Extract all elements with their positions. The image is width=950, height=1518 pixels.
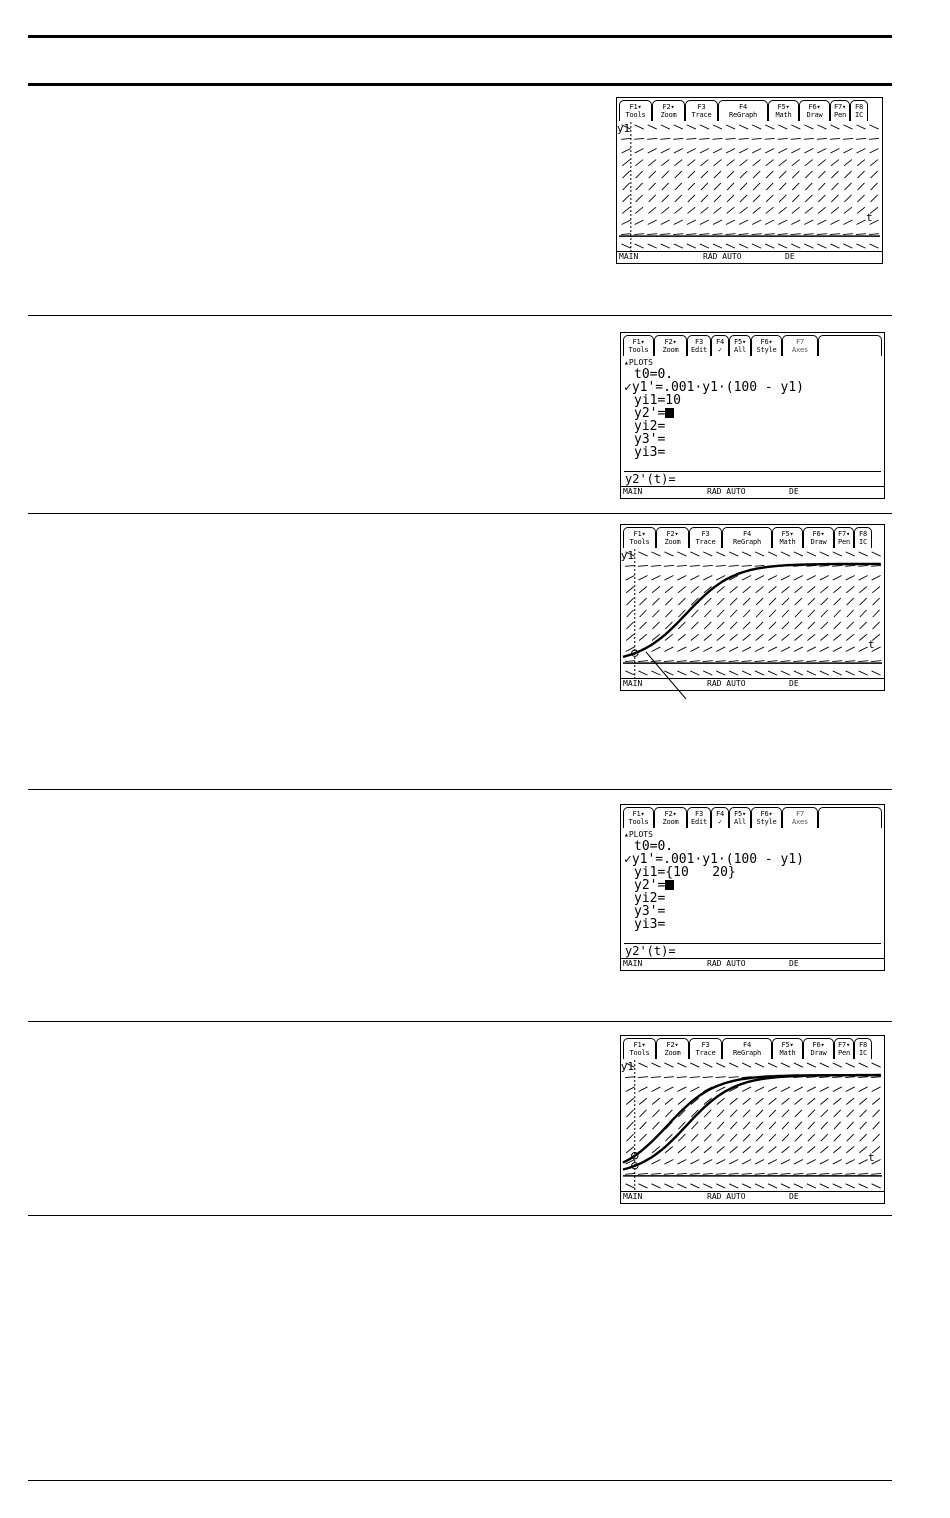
toolbar (623, 527, 882, 548)
toolbar-tab-zoom[interactable] (654, 335, 687, 356)
status-bar (621, 1191, 884, 1203)
status-graph: DE (789, 679, 799, 688)
tab-key: F4 (742, 1041, 752, 1049)
editor-content (624, 830, 881, 958)
toolbar (623, 335, 882, 356)
status-angle: RAD AUTO (707, 1192, 746, 1201)
toolbar-tab-empty (818, 335, 882, 356)
tab-key: F4 (738, 103, 748, 111)
tab-key: F6▾ (808, 103, 821, 111)
tab-label: Zoom (664, 1049, 681, 1057)
status-mode: MAIN (623, 959, 643, 968)
editor-text-t0: t0=0. (634, 367, 674, 382)
graph-area (616, 122, 880, 251)
text-cursor (665, 880, 674, 890)
tab-label: Tools (628, 818, 649, 826)
tab-key: F3 (701, 1041, 710, 1049)
tab-label: ReGraph (732, 538, 762, 546)
graph-screen-slope-field (616, 97, 883, 264)
divider-5 (28, 1215, 892, 1216)
toolbar-tab-all[interactable] (729, 807, 751, 828)
toolbar-tab-zoom[interactable] (652, 100, 685, 121)
toolbar-tab-zoom[interactable] (656, 527, 689, 548)
editor-text-yi2: yi2= (634, 419, 666, 434)
tab-label: Tools (625, 111, 646, 119)
tab-label: Tools (629, 538, 650, 546)
tab-key: F1▾ (633, 530, 646, 538)
tab-key: F3 (694, 338, 704, 346)
tab-key: F4 (715, 338, 725, 346)
tab-key: F1▾ (632, 338, 645, 346)
status-bar (621, 958, 884, 970)
toolbar-tab-all[interactable] (729, 335, 751, 356)
status-angle: RAD AUTO (707, 959, 746, 968)
tab-label: All (733, 818, 747, 826)
toolbar-tab-style[interactable] (751, 335, 782, 356)
equation-editor-screen-1 (620, 332, 885, 499)
toolbar-tab-trace[interactable] (689, 527, 722, 548)
toolbar-tab-ic[interactable] (854, 1038, 872, 1059)
status-mode: MAIN (623, 487, 643, 496)
toolbar-tab-pen[interactable] (830, 100, 850, 121)
toolbar-tab-trace[interactable] (685, 100, 718, 121)
tab-key: F3 (694, 810, 704, 818)
equation-editor-screen-2 (620, 804, 885, 971)
text-cursor (665, 408, 674, 418)
tab-key: F2▾ (664, 810, 677, 818)
status-graph: DE (789, 487, 799, 496)
tab-label: Zoom (662, 346, 679, 354)
tab-label: All (733, 346, 747, 354)
tab-key: F3 (697, 103, 706, 111)
tab-label: Style (756, 346, 777, 354)
graph-screen-two-solutions (620, 1035, 885, 1204)
editor-text-yi1: yi1={10 20} (634, 865, 736, 880)
tab-key: F4 (715, 810, 725, 818)
toolbar-tab-draw[interactable] (803, 527, 834, 548)
status-mode: MAIN (619, 252, 639, 261)
toolbar-tab-axes[interactable] (782, 807, 818, 828)
graph-area (620, 1060, 882, 1191)
y-axis-label: y1 (620, 549, 635, 562)
tab-key: F7 (795, 338, 805, 346)
tab-label: Edit (690, 818, 708, 826)
tab-key: F8 (854, 103, 864, 111)
tab-label: IC (854, 111, 864, 119)
plots-label[interactable]: ▴PLOTS (624, 358, 653, 367)
toolbar-tab-axes[interactable] (782, 335, 818, 356)
tab-key: F7 (795, 810, 805, 818)
tab-key: F5▾ (777, 103, 790, 111)
tab-label: Trace (695, 538, 716, 546)
toolbar-tab-regraph[interactable] (718, 100, 768, 121)
tab-label: Draw (806, 111, 823, 119)
toolbar-tab-[interactable] (711, 335, 729, 356)
tab-key: F5▾ (781, 530, 794, 538)
status-mode: MAIN (623, 1192, 643, 1201)
toolbar-tab-tools[interactable] (619, 100, 652, 121)
header-rule-bottom (28, 83, 892, 86)
toolbar-tab-style[interactable] (751, 807, 782, 828)
tab-key: F2▾ (664, 338, 677, 346)
status-bar (617, 251, 882, 263)
tab-key: F7▾ (837, 1041, 851, 1049)
tab-label: Pen (837, 1049, 851, 1057)
editor-text-yi3: yi3= (634, 917, 666, 932)
tab-key: F2▾ (666, 1041, 679, 1049)
tab-key: F1▾ (633, 1041, 646, 1049)
tab-label: Trace (695, 1049, 716, 1057)
toolbar-tab-zoom[interactable] (656, 1038, 689, 1059)
tab-label: ✓ (717, 346, 722, 354)
editor-line-yi3[interactable] (634, 446, 665, 459)
footer-rule (28, 1480, 892, 1481)
editor-text-yi2: yi2= (634, 891, 666, 906)
tab-key: F5▾ (733, 810, 747, 818)
tab-key: F6▾ (812, 530, 825, 538)
tab-key: F5▾ (781, 1041, 794, 1049)
tab-label: ReGraph (728, 111, 758, 119)
status-angle: RAD AUTO (707, 679, 746, 688)
tab-label: Pen (833, 111, 847, 119)
tab-label: IC (858, 1049, 868, 1057)
divider-2 (28, 513, 892, 514)
toolbar-tab-tools[interactable] (623, 1038, 656, 1059)
toolbar-tab-math[interactable] (772, 1038, 803, 1059)
tab-label: Axes (791, 818, 809, 826)
solution-curve (623, 564, 881, 657)
editor-text-y3: y3'= (634, 432, 666, 447)
status-graph: DE (789, 1192, 799, 1201)
tab-label: Zoom (662, 818, 679, 826)
y-axis-label: y1 (620, 1060, 635, 1073)
tab-label: Tools (628, 346, 649, 354)
editor-text-y1: ✓y1'=.001·y1·(100 - y1) (624, 852, 805, 867)
status-mode: MAIN (623, 679, 643, 688)
editor-content (624, 358, 881, 486)
status-graph: DE (785, 252, 795, 261)
tab-key: F6▾ (760, 338, 773, 346)
tab-label: Draw (810, 538, 827, 546)
editor-text-yi1: yi1=10 (634, 393, 681, 408)
toolbar-tab-draw[interactable] (799, 100, 830, 121)
entry-line[interactable]: y2'(t)= (624, 943, 881, 958)
entry-line[interactable]: y2'(t)= (624, 471, 881, 486)
tab-key: F7▾ (833, 103, 847, 111)
toolbar (623, 807, 882, 828)
tab-key: F4 (742, 530, 752, 538)
toolbar-tab-trace[interactable] (689, 1038, 722, 1059)
tab-label: Tools (629, 1049, 650, 1057)
tab-key: F6▾ (760, 810, 773, 818)
tab-key: F2▾ (666, 530, 679, 538)
tab-key: F5▾ (733, 338, 747, 346)
tab-key: F7▾ (837, 530, 851, 538)
tab-label: Math (775, 111, 792, 119)
editor-text-t0: t0=0. (634, 839, 674, 854)
editor-text-y3: y3'= (634, 904, 666, 919)
toolbar-tab-[interactable] (711, 807, 729, 828)
tab-label: ✓ (717, 818, 722, 826)
toolbar (619, 100, 880, 121)
slope-field-plot (616, 122, 880, 251)
divider-1 (28, 315, 892, 316)
status-angle: RAD AUTO (703, 252, 742, 261)
initial-condition-pointer (640, 650, 700, 702)
plots-label[interactable]: ▴PLOTS (624, 830, 653, 839)
toolbar-tab-regraph[interactable] (722, 527, 772, 548)
tab-label: Axes (791, 346, 809, 354)
tab-key: F3 (701, 530, 710, 538)
tab-label: Style (756, 818, 777, 826)
slope-field (621, 125, 879, 248)
t-axis-label: t (868, 638, 875, 652)
tab-label: Zoom (660, 111, 677, 119)
toolbar-tab-pen[interactable] (834, 527, 854, 548)
editor-line-yi3[interactable] (634, 918, 665, 931)
tab-label: IC (858, 538, 868, 546)
status-graph: DE (789, 959, 799, 968)
divider-3 (28, 789, 892, 790)
t-axis-label: t (866, 211, 873, 225)
toolbar-tab-edit[interactable] (687, 335, 711, 356)
tab-label: Pen (837, 538, 851, 546)
toolbar (623, 1038, 882, 1059)
tab-key: F8 (858, 530, 868, 538)
toolbar-tab-ic[interactable] (850, 100, 868, 121)
tab-label: ReGraph (732, 1049, 762, 1057)
toolbar-tab-regraph[interactable] (722, 1038, 772, 1059)
toolbar-tab-zoom[interactable] (654, 807, 687, 828)
toolbar-tab-draw[interactable] (803, 1038, 834, 1059)
status-angle: RAD AUTO (707, 487, 746, 496)
t-axis-label: t (868, 1150, 875, 1164)
editor-text-y2: y2'= (634, 878, 666, 893)
tab-label: Edit (690, 346, 708, 354)
toolbar-tab-pen[interactable] (834, 1038, 854, 1059)
divider-4 (28, 1021, 892, 1022)
header-rule-top (28, 35, 892, 38)
tab-label: Math (779, 1049, 796, 1057)
toolbar-tab-tools[interactable] (623, 527, 656, 548)
tab-key: F1▾ (632, 810, 645, 818)
slope-field-plot (620, 1060, 882, 1191)
editor-text-y1: ✓y1'=.001·y1·(100 - y1) (624, 380, 805, 395)
tab-key: F1▾ (629, 103, 642, 111)
y-axis-label: y1 (616, 122, 631, 135)
tab-key: F6▾ (812, 1041, 825, 1049)
toolbar-tab-math[interactable] (772, 527, 803, 548)
tab-key: F2▾ (662, 103, 675, 111)
toolbar-tab-empty (818, 807, 882, 828)
toolbar-tab-tools[interactable] (623, 335, 654, 356)
tab-label: Zoom (664, 538, 681, 546)
tab-label: Trace (691, 111, 712, 119)
editor-text-yi3: yi3= (634, 445, 666, 460)
tab-label: Math (779, 538, 796, 546)
toolbar-tab-edit[interactable] (687, 807, 711, 828)
tab-key: F8 (858, 1041, 868, 1049)
tab-label: Draw (810, 1049, 827, 1057)
solution-curve (623, 1075, 881, 1169)
toolbar-tab-tools[interactable] (623, 807, 654, 828)
status-bar (621, 486, 884, 498)
toolbar-tab-math[interactable] (768, 100, 799, 121)
toolbar-tab-ic[interactable] (854, 527, 872, 548)
editor-text-y2: y2'= (634, 406, 666, 421)
